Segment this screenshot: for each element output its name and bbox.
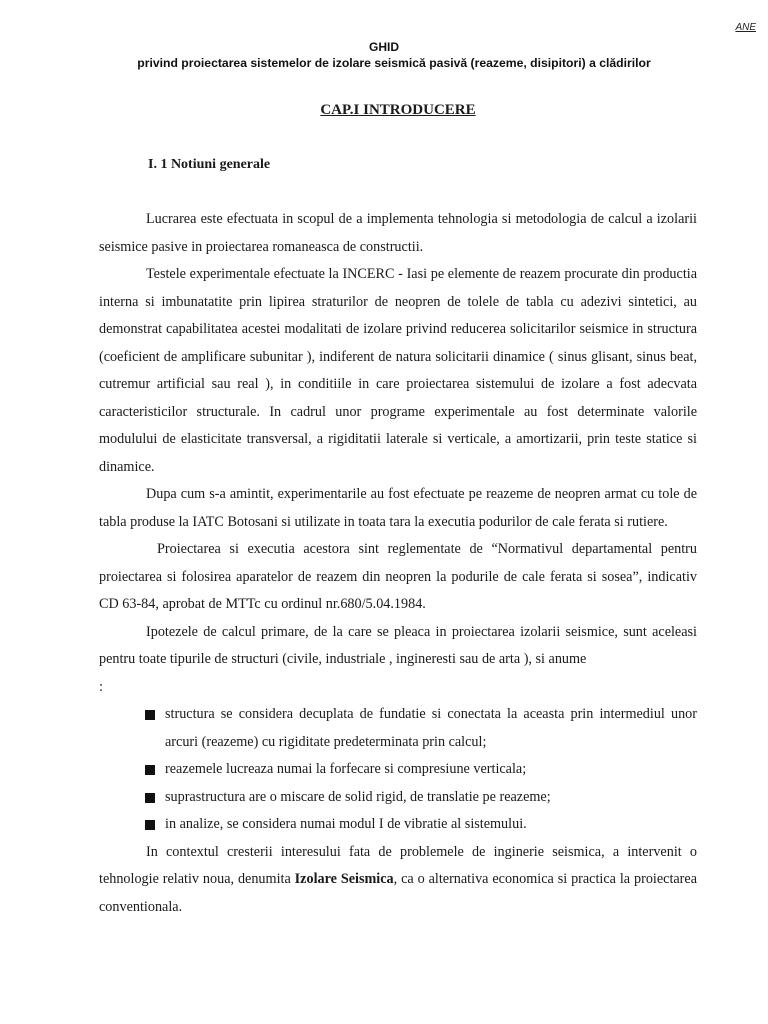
square-bullet-icon <box>145 710 155 720</box>
document-subtitle: privind proiectarea sistemelor de izolare seismică pasivă (reazeme, disipitori) a clădirilor <box>137 56 651 70</box>
bullet-list <box>99 701 697 839</box>
square-bullet-icon <box>145 793 155 803</box>
square-bullet-icon <box>145 765 155 775</box>
list-item-text: in analize, se considera numai modul I de vibratie al sistemului. <box>165 816 527 832</box>
list-item-text: reazemele lucreaza numai la forfecare si compresiune verticala; <box>165 761 527 777</box>
list-item <box>99 701 697 756</box>
paragraph: Testele experimentale efectuate la INCERC - Iasi pe elemente de reazem procurate din productia interna si imbunatatite prin lipirea straturilor de neopren de tolele de tabla cu adezivi sintetici, au demonstrat capabilitatea acestei modalitati de izolare privind reducerea solicitarilor seismice in structura (coeficient de amplificare subunitar ), indiferent de natura solicitarii dinamice ( sinus glisant, sinus beat, cutremur artificial sau real ), in conditiile in care proiectarea sistemului de izolare a fost adecvata caracteristicilor structurale. In cadrul unor programe experimentale au fost determinate valorile modulului de elasticitate transversal, a rigiditatii laterale si verticale, a amortizarii, prin teste statice si dinamice. <box>99 266 697 475</box>
list-item <box>99 784 697 812</box>
list-item <box>99 756 697 784</box>
list-item-text: suprastructura are o miscare de solid rigid, de translatie pe reazeme; <box>165 788 551 805</box>
paragraph: Lucrarea este efectuata in scopul de a implementa tehnologia si metodologia de calcul a izolarii seismice pasive in proiectarea romaneasca de constructii. <box>99 211 697 255</box>
document-title: GHID <box>369 40 399 54</box>
square-bullet-icon <box>145 820 155 830</box>
list-item-text: structura se considera decuplata de fundatie si conectata la aceasta prin intermediul unor arcuri (reazeme) cu rigiditate predeterminata prin calcul; <box>165 706 697 750</box>
paragraph: Proiectarea si executia acestora sint reglementate de “Normativul departamental pentru proiectarea si folosirea aparatelor de reazem din neopren la podurile de cale ferata si sosea”, indicativ CD 63-84, aprobat de MTTc cu ordinul nr.680/5.04.1984. <box>99 541 697 612</box>
paragraph: Ipotezele de calcul primare, de la care se pleaca in proiectarea izolarii seismice, sunt aceleasi pentru toate tipurile de structuri (civile, industriale , ingineresti sau de arta ), si anume <box>99 623 697 667</box>
closing-text-end: , ca o alternativa economica si practica la proiectarea conventionala. <box>99 871 698 915</box>
chapter-title: CAP.I INTRODUCERE <box>320 102 476 118</box>
body-text <box>99 206 697 921</box>
closing-bold-term: Izolare Seismica <box>294 871 394 887</box>
section-title: I. 1 Notiuni generale <box>148 157 271 172</box>
colon-line: : <box>99 678 103 695</box>
corner-tag: ANE <box>735 22 756 33</box>
paragraph: Dupa cum s-a amintit, experimentarile au fost efectuate pe reazeme de neopren armat cu tole de tabla produse la IATC Botosani si utilizate in toata tara la executia podurilor de cale ferata si rutiere. <box>99 486 697 530</box>
closing-text-start: In contextul cresterii interesului fata de problemele de inginerie seismica, a intervenit o tehnologie relativ noua, denumita <box>99 843 697 887</box>
list-item <box>99 811 697 839</box>
closing-paragraph <box>99 839 697 922</box>
